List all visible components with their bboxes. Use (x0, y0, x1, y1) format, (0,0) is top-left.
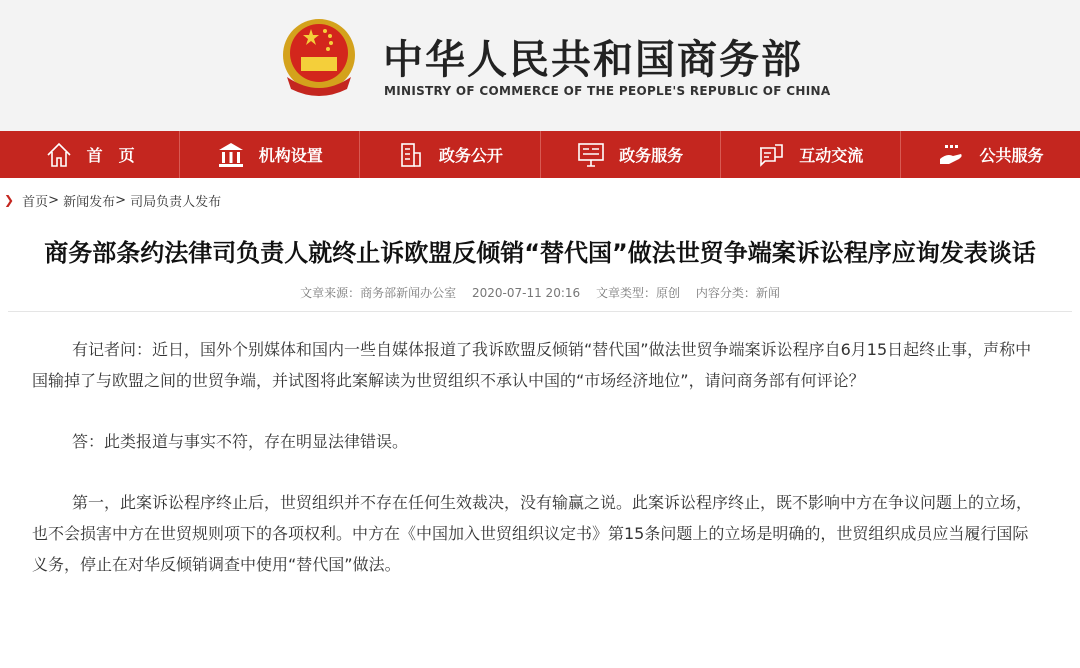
article-title: 商务部条约法律司负责人就终止诉欧盟反倾销“替代国”做法世贸争端案诉讼程序应询发表谈话 (44, 239, 1036, 267)
nav-label: 机构设置 (258, 146, 323, 165)
article-datetime: 2020-07-11 20:16 (472, 286, 581, 300)
nav-label: 政务公开 (438, 146, 503, 165)
nav-interaction[interactable] (721, 131, 901, 178)
article-body (0, 334, 1080, 580)
breadcrumb-news[interactable]: 新闻发布 (63, 194, 116, 210)
nav-label: 首 页 (86, 146, 135, 165)
nav-government-affairs[interactable] (360, 131, 540, 178)
national-emblem-logo (281, 17, 357, 97)
site-title: 中华人民共和国商务部 (383, 37, 803, 83)
chevron-right-icon: ❯ (4, 193, 15, 207)
breadcrumb: ❯ 首页 > 新闻发布 > 司局负责人发布 (4, 192, 222, 210)
nav-services[interactable] (541, 131, 721, 178)
nav-organization[interactable] (180, 131, 360, 178)
paragraph: 第一，此案诉讼程序终止后，世贸组织并不存在任何生效裁决，没有输赢之说。此案诉讼程序终止，既不影响中方在争议问题上的立场，也不会损害中方在世贸规则项下的各项权利。中方在《中国加入世贸组织议定书》第15条问题上的立场是明确的，世贸组织成员应当履行国际义务，停止在对华反倾销调查中使用“替代国”做法。 (32, 493, 1033, 574)
breadcrumb-home[interactable]: 首页 (22, 194, 49, 210)
chat-icon (757, 141, 785, 169)
document-icon (397, 141, 425, 169)
main-nav (0, 131, 1080, 178)
site-header (0, 0, 1080, 131)
paragraph: 答：此类报道与事实不符，存在明显法律错误。 (72, 432, 409, 451)
breadcrumb-section[interactable]: 司局负责人发布 (130, 194, 222, 210)
nav-public-services[interactable] (901, 131, 1080, 178)
hand-icon (937, 141, 965, 169)
article-category: 内容分类：新闻 (695, 286, 780, 300)
site-subtitle: MINISTRY OF COMMERCE OF THE PEOPLE'S REPUBLIC OF CHINA (384, 84, 831, 98)
nav-label: 政务服务 (619, 146, 684, 165)
home-icon (45, 141, 73, 169)
article-type: 文章类型：原创 (595, 286, 680, 300)
article-meta (8, 284, 1072, 312)
nav-label: 公共服务 (979, 146, 1044, 165)
nav-home[interactable] (0, 131, 180, 178)
nav-label: 互动交流 (799, 146, 864, 165)
paragraph: 有记者问：近日，国外个别媒体和国内一些自媒体报道了我诉欧盟反倾销“替代国”做法世贸争端案诉讼程序自6月15日起终止事，声称中国输掉了与欧盟之间的世贸争端，并试图将此案解读为世贸组织不承认中国的“市场经济地位”，请问商务部有何评论？ (32, 340, 1032, 390)
article-source: 文章来源：商务部新闻办公室 (300, 286, 457, 300)
building-icon (217, 141, 245, 169)
monitor-icon (577, 141, 605, 169)
